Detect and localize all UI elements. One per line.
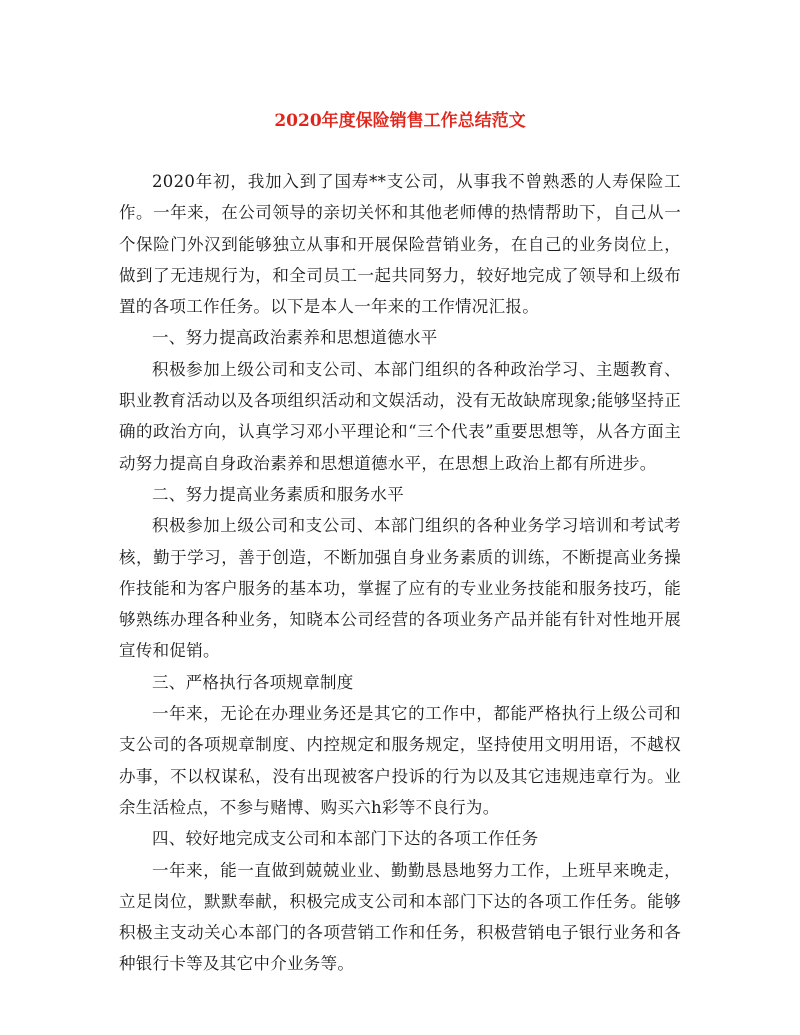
section-heading-3: 三、严格执行各项规章制度 (152, 672, 354, 692)
section-heading-2: 二、努力提高业务素质和服务水平 (152, 484, 404, 504)
section-heading-4: 四、较好地完成支公司和本部门下达的各项工作任务 (152, 829, 539, 849)
paragraph-section-2: 积极参加上级公司和支公司、本部门组织的各种业务学习培训和考试考核，勤于学习，善于创造，不断加强自身业务素质的训练，不断提高业务操作技能和为客户服务的基本功，掌握了应有的专业业务技能和服务技巧，能够熟练办理各种业务，知晓本公司经营的各项业务产品并能有针对性地开展宣传和促销。 (119, 516, 681, 661)
paragraph-section-3: 一年来，无论在办理业务还是其它的工作中，都能严格执行上级公司和支公司的各项规章制度、内控规定和服务规定，坚持使用文明用语，不越权办事，不以权谋私，没有出现被客户投诉的行为以及其它违规违章行为。业余生活检点，不参与赌博、购买六h彩等不良行为。 (119, 704, 681, 817)
paragraph-section-4: 一年来，能一直做到兢兢业业、勤勤恳恳地努力工作，上班早来晚走，立足岗位，默默奉献，积极完成支公司和本部门下达的各项工作任务。能够积极主支动关心本部门的各项营销工作和任务，积极营销电子银行业务和各种银行卡等及其它中介业务等。 (119, 860, 681, 974)
paragraph-section-1: 积极参加上级公司和支公司、本部门组织的各种政治学习、主题教育、职业教育活动以及各项组织活动和文娱活动，没有无故缺席现象;能够坚持正确的政治方向，认真学习邓小平理论和“三个代表”重要思想等，从各方面主动努力提高自身政治素养和思想道德水平，在思想上政治上都有所进步。 (119, 359, 681, 473)
document-title: 2020年度保险销售工作总结范文 (274, 111, 526, 131)
document-body (119, 166, 681, 980)
paragraph-intro: 2020年初，我加入到了国寿**支公司，从事我不曾熟悉的人寿保险工作。一年来，在公司领导的亲切关怀和其他老师傅的热情帮助下，自己从一个保险门外汉到能够独立从事和开展保险营销业务，在自己的业务岗位上，做到了无违规行为，和全司员工一起共同努力，较好地完成了领导和上级布置的各项工作任务。以下是本人一年来的工作情况汇报。 (119, 172, 681, 317)
section-heading-1: 一、努力提高政治素养和思想道德水平 (152, 328, 438, 348)
